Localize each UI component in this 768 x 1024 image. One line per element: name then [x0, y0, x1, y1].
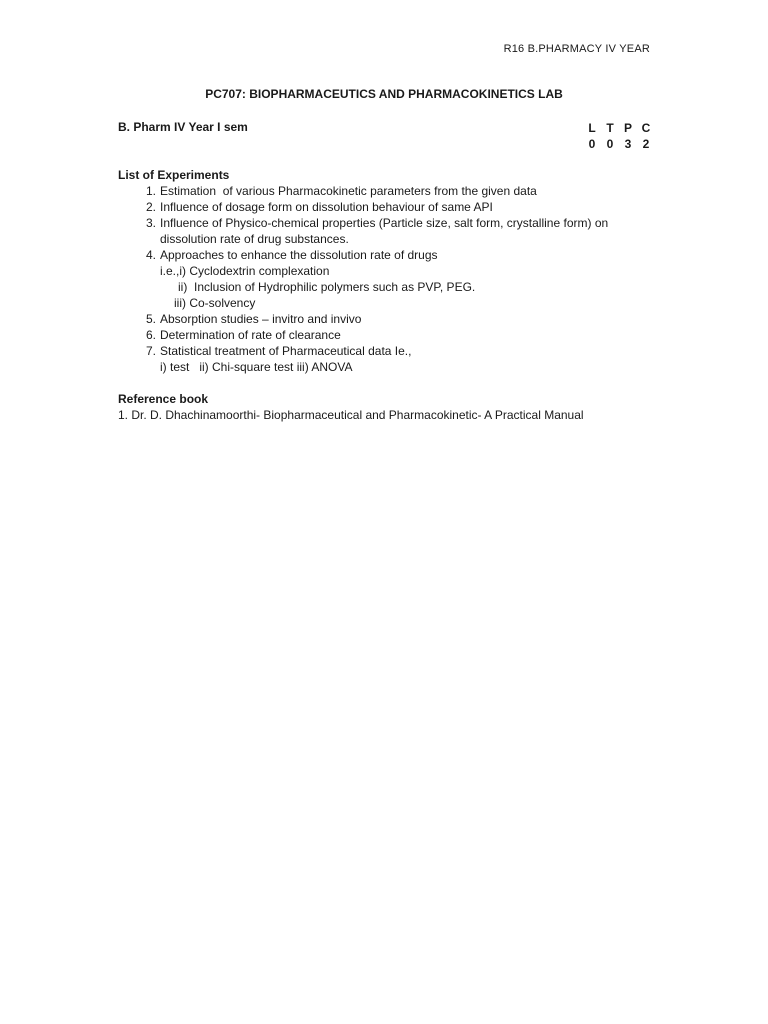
ltpc-label-c: C: [641, 121, 651, 135]
experiment-subline: ii) Inclusion of Hydrophilic polymers such as PVP, PEG.: [178, 280, 476, 294]
experiment-text: [160, 215, 608, 247]
experiment-number: 7.: [145, 344, 156, 358]
experiment-line: Approaches to enhance the dissolution rate of drugs: [160, 248, 438, 262]
ltpc-label-t: T: [606, 121, 614, 135]
experiment-number: 5.: [145, 312, 156, 326]
experiment-item-7: [118, 343, 658, 375]
experiment-line: Determination of rate of clearance: [160, 328, 341, 342]
experiment-text: [160, 327, 341, 343]
ltpc-labels-row: [583, 120, 655, 136]
experiment-text: [160, 343, 411, 375]
experiments-list: [118, 183, 658, 375]
experiment-number: 3.: [145, 216, 156, 230]
experiment-text: [160, 311, 361, 327]
experiment-text: [160, 199, 493, 215]
experiment-number: 1.: [145, 184, 156, 198]
experiment-item-5: [118, 311, 658, 327]
experiment-line: Influence of dosage form on dissolution behaviour of same API: [160, 200, 493, 214]
experiment-line: Statistical treatment of Pharmaceutical data Ie.,: [160, 344, 412, 358]
experiment-subline: i.e.,i) Cyclodextrin complexation: [160, 264, 330, 278]
experiments-heading: List of Experiments: [118, 168, 230, 182]
experiment-number: 2.: [145, 200, 156, 214]
experiment-item-4: [118, 247, 658, 311]
reference-item: 1. Dr. D. Dhachinamoorthi- Biopharmaceutical and Pharmacokinetic- A Practical Manual: [118, 408, 584, 422]
experiment-subline: iii) Co-solvency: [174, 296, 256, 310]
experiment-item-1: [118, 183, 658, 199]
experiment-text: [160, 247, 475, 311]
ltpc-value-p: 3: [624, 137, 632, 151]
ltpc-value-t: 0: [606, 137, 614, 151]
ltpc-value-l: 0: [588, 137, 596, 151]
experiment-item-2: [118, 199, 658, 215]
reference-heading: Reference book: [118, 392, 209, 406]
experiment-number: 4.: [145, 248, 156, 262]
ltpc-label-l: L: [588, 121, 596, 135]
semester-label: B. Pharm IV Year I sem: [118, 120, 248, 134]
ltpc-label-p: P: [623, 121, 632, 135]
experiment-subline: i) test ii) Chi-square test iii) ANOVA: [160, 360, 353, 374]
experiment-line: dissolution rate of drug substances.: [160, 232, 349, 246]
experiment-number: 6.: [145, 328, 156, 342]
course-title: PC707: BIOPHARMACEUTICS AND PHARMACOKINETICS LAB: [205, 87, 563, 101]
experiment-item-6: [118, 327, 658, 343]
ltpc-table: [583, 120, 655, 152]
experiment-line: Influence of Physico-chemical properties (Particle size, salt form, crystalline form) on: [160, 216, 609, 230]
ltpc-value-c: 2: [642, 137, 650, 151]
experiment-line: Absorption studies – invitro and invivo: [160, 312, 362, 326]
experiment-text: [160, 183, 537, 199]
regulation-header: R16 B.PHARMACY IV YEAR: [503, 43, 650, 55]
experiment-line: Estimation of various Pharmacokinetic parameters from the given data: [160, 184, 537, 198]
ltpc-values-row: [583, 136, 655, 152]
experiment-item-3: [118, 215, 658, 247]
